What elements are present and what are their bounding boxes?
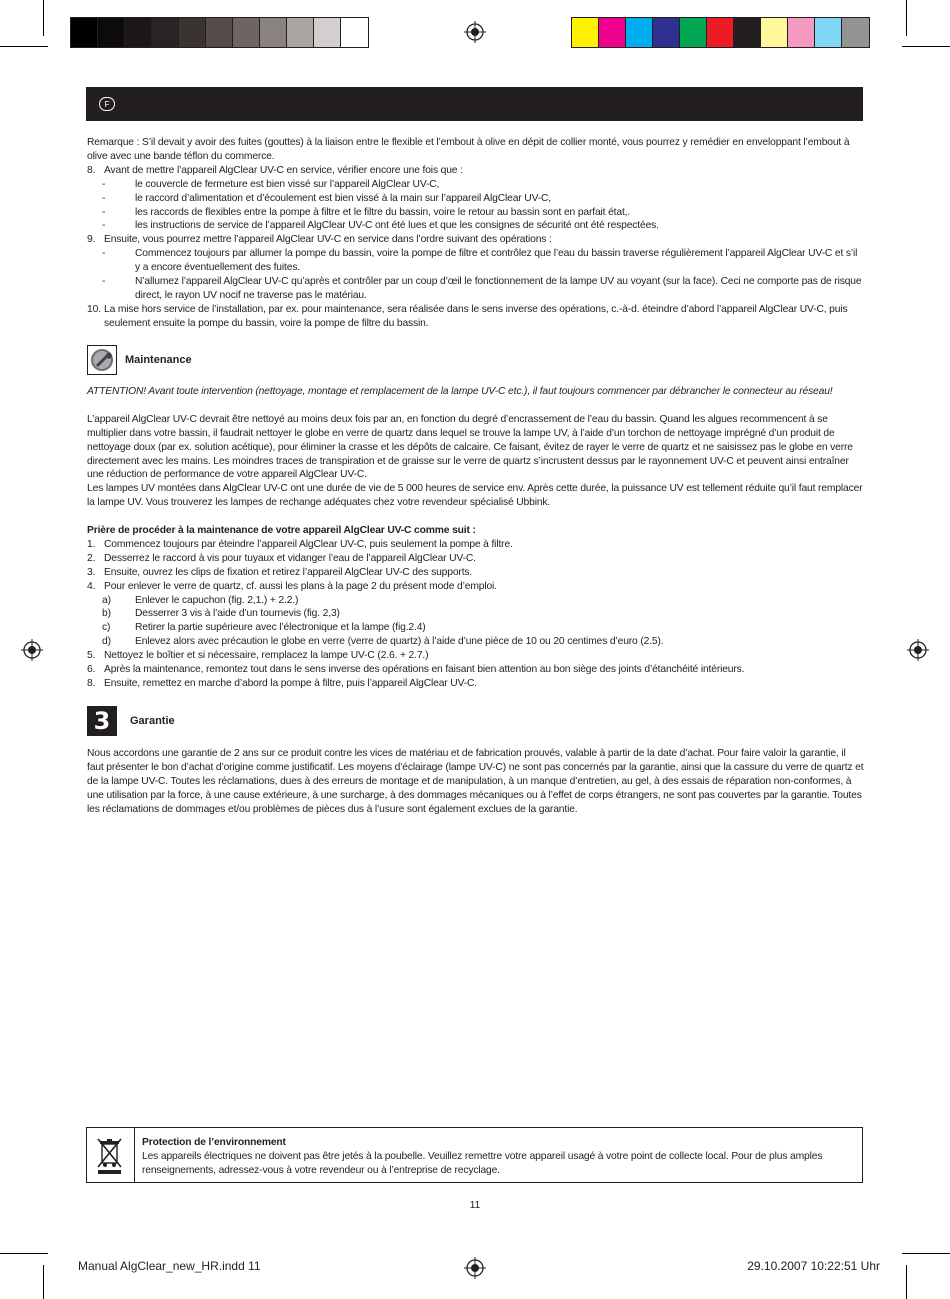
list-text: La mise hors service de l’installation, par ex. pour maintenance, sera réalisée dans le sens inverse des opérations, c.-à-d. éteindre d’abord l’appareil AlgClear UV-C, puis seulement ensuite la pompe du bassin, voire la pompe de filtre du bassin. [104, 303, 848, 329]
language-badge: F [99, 97, 115, 111]
list-text: Après la maintenance, remontez tout dans le sens inverse des opérations en faisant bien attention au bon siège des joints d’étanchéité intérieurs. [104, 664, 745, 676]
sub-list-item [87, 247, 864, 275]
paragraph: L’appareil AlgClear UV-C devrait être nettoyé au moins deux fois par an, en fonction du degré d’encrassement de l’eau du bassin. Quand les algues recommencent à se multiplier dans votre bassin, il faudrait nettoyer le globe en verre de quartz dans lequel se trouve la lampe UV, à l’aide d’un torchon de nettoyage imprégné d’un produit de nettoyage doux (par ex. solution acétique), pour éliminer la crasse et les dépôts de calcaire. Ce faisant, évitez de rayer le verre de quartz et ne saisissez pas le globe en verre directement avec les mains. Les moindres traces de transpiration et de graisse sur le verre de quartz s’incrustent dessus par le rayonnement UV-C et peuvent ainsi entraîner une réduction de performance de votre appareil AlgClear UV-C. [87, 413, 853, 481]
list-item [87, 663, 864, 677]
list-letter: a) [102, 594, 111, 606]
list-number: 6. [87, 664, 96, 676]
file-slug: Manual AlgClear_new_HR.indd 11 [78, 1259, 261, 1273]
sub-list-item [87, 192, 864, 206]
color-swatch [125, 18, 152, 47]
color-swatch [71, 18, 98, 47]
attention-text: ATTENTION! Avant toute intervention (nettoyage, montage et remplacement de la lampe UV-C etc.), il faut toujours commencer par débrancher le connecteur au réseau! [87, 386, 833, 397]
sub-list-item [87, 206, 864, 220]
cmyk-color-bar [571, 17, 870, 48]
paragraph: Nous accordons une garantie de 2 ans sur ce produit contre les vices de matériau et de fabrication prouvés, valable à partir de la date d’achat. Pour faire valoir la garantie, il faut présenter le bon d’achat d’origine comme justificatif. Les moyens d’éclairage (lampe UV-C) ne sont pas concernés par la garantie, ainsi que la cassure du verre de quartz et de la lampe UV-C. Toutes les réclamations, dues à des erreurs de montage et de manipulation, à un manque d’entretien, au gel, à des essais de réparation non-conformes, à une utilisation par la force, à une cause extérieure, à une surcharge, à des dommages mécaniques ou à l’effet de corps étrangers, ne sont pas couvertes par la garantie. Toutes les réclamations de dommages et/ou problèmes de pièces dus à l’usure sont également exclues de la garantie. [87, 748, 864, 815]
list-text: Desserrer 3 vis à l’aide d’un tournevis (fig. 2,3) [135, 608, 340, 620]
list-text: Ensuite, remettez en marche d’abord la pompe à filtre, puis l’appareil AlgClear UV-C. [104, 678, 478, 689]
section-number-icon: 3 [87, 706, 117, 736]
color-swatch [314, 18, 341, 47]
maintenance-section [87, 385, 864, 691]
section-title: Maintenance [125, 354, 192, 366]
color-swatch [842, 18, 869, 47]
crop-mark [906, 1265, 907, 1299]
list-text: les instructions de service de l’appareil AlgClear UV-C ont été lues et que les consignes de sécurité ont été respectées. [135, 220, 659, 232]
list-text: le raccord d’alimentation et d’écoulement est bien vissé à la main sur l’appareil AlgClear UV-C, [135, 192, 551, 204]
registration-mark-icon [464, 1257, 486, 1279]
color-swatch [152, 18, 179, 47]
list-letter: b) [102, 608, 111, 620]
environment-title: Protection de l’environnement [142, 1137, 286, 1148]
list-number: 3. [87, 566, 96, 578]
list-number: 5. [87, 650, 96, 662]
crop-mark [43, 0, 44, 36]
list-text: le couvercle de fermeture est bien vissé sur l’appareil AlgClear UV-C, [135, 178, 440, 190]
color-swatch [260, 18, 287, 47]
list-text: Commencez toujours par éteindre l’appareil AlgClear UV-C, puis seulement la pompe à filtre. [104, 538, 513, 550]
sub-list-item [87, 621, 864, 635]
crop-mark [0, 1253, 48, 1254]
color-swatch [761, 18, 788, 47]
list-number: 4. [87, 580, 96, 592]
list-text: Desserrez le raccord à vis pour tuyaux et vidanger l’eau de l’appareil AlgClear UV-C. [104, 552, 476, 564]
list-text: N’allumez l’appareil AlgClear UV-C qu’après et contrôler par un coup d’œil le fonctionnement de la lampe UV au voyant (sur la face). Ceci ne comporte pas de risque direct, le rayon UV nocif ne traverse pas le matériau. [135, 276, 862, 301]
list-text: Commencez toujours par allumer la pompe du bassin, voire la pompe de filtre et contrôlez que l’eau du bassin traverse régulièrement l’appareil AlgClear UV-C et s’il y a encore éventuellement des fuites. [135, 248, 858, 274]
installation-notes [87, 136, 864, 331]
color-swatch [233, 18, 260, 47]
list-item [87, 164, 864, 178]
list-number: 2. [87, 552, 96, 564]
registration-mark-icon [464, 21, 486, 43]
icon-cell [87, 1128, 135, 1182]
list-number: 9. [87, 234, 96, 246]
list-dash: - [102, 220, 106, 232]
environment-notice [86, 1127, 863, 1183]
color-swatch [707, 18, 734, 47]
list-number: 8. [87, 678, 96, 689]
list-item [87, 566, 864, 580]
color-swatch [341, 18, 368, 47]
maintenance-icon [90, 348, 114, 372]
list-item [87, 580, 864, 594]
sub-list-item [87, 219, 864, 233]
list-number: 1. [87, 538, 96, 550]
steps-title: Prière de procéder à la maintenance de votre appareil AlgClear UV-C comme suit : [87, 525, 476, 537]
list-text: Enlevez alors avec précaution le globe en verre (verre de quartz) à l’aide d’une pièce de 10 ou 20 centimes d’euro (2.5). [135, 636, 664, 648]
list-item [87, 649, 864, 663]
crossed-bin-icon [95, 1135, 125, 1175]
crop-mark [43, 1265, 44, 1299]
sub-list-item [87, 594, 864, 608]
list-dash: - [102, 178, 106, 190]
list-text: Retirer la partie supérieure avec l’électronique et la lampe (fig.2.4) [135, 622, 426, 634]
list-item [87, 677, 864, 691]
list-item [87, 538, 864, 552]
sub-list-item [87, 275, 864, 303]
list-text: Avant de mettre l’appareil AlgClear UV-C en service, vérifier encore une fois que : [104, 164, 463, 176]
crop-mark [902, 1253, 950, 1254]
list-text: les raccords de flexibles entre la pompe à filtre et le filtre du bassin, voire le retour au bassin sont en parfait état,. [135, 206, 631, 218]
color-swatch [788, 18, 815, 47]
list-item [87, 233, 864, 247]
list-text: Enlever le capuchon (fig. 2,1.) + 2.2.) [135, 594, 299, 606]
garantie-heading [87, 706, 175, 736]
list-number: 8. [87, 164, 96, 176]
list-letter: c) [102, 622, 111, 634]
list-text: Pour enlever le verre de quartz, cf. aussi les plans à la page 2 du présent mode d’emploi. [104, 580, 497, 592]
color-swatch [626, 18, 653, 47]
crop-mark [906, 0, 907, 36]
color-swatch [599, 18, 626, 47]
page-number: 11 [469, 1200, 481, 1211]
sub-list-item [87, 635, 864, 649]
paragraph: Les lampes UV montées dans AlgClear UV-C ont une durée de vie de 5 000 heures de service env. Après cette durée, la puissance UV est tellement réduite qu’il faut remplacer la lampe UV. Vous trouverez les lampes de rechange adéquates chez votre revendeur spécialisé Ubbink. [87, 483, 863, 509]
color-swatch [98, 18, 125, 47]
color-swatch [734, 18, 761, 47]
environment-text-block [142, 1136, 842, 1178]
list-dash: - [102, 192, 106, 204]
color-swatch [680, 18, 707, 47]
sub-list-item [87, 607, 864, 621]
environment-text: Les appareils électriques ne doivent pas être jetés à la poubelle. Veuillez remettre votre appareil usagé à votre point de collecte local. Pour de plus amples renseignements, adressez-vous à votre revendeur ou à l’entreprise de recyclage. [142, 1150, 823, 1176]
timestamp-slug: 29.10.2007 10:22:51 Uhr [747, 1259, 880, 1273]
grayscale-color-bar [70, 17, 369, 48]
wrench-icon [87, 345, 117, 375]
remark-text: Remarque : S’il devait y avoir des fuites (gouttes) à la liaison entre le flexible et l’embout à olive en dépit de collier monté, vous pourrez y remédier en enveloppant l’embout à olive avec une bande téflon du commerce. [87, 137, 850, 162]
color-swatch [815, 18, 842, 47]
color-swatch [653, 18, 680, 47]
registration-mark-icon [21, 639, 43, 661]
section-title: Garantie [130, 715, 175, 727]
crop-mark [0, 46, 48, 47]
color-swatch [287, 18, 314, 47]
list-letter: d) [102, 636, 111, 648]
list-dash: - [102, 276, 106, 288]
list-text: Nettoyez le boîtier et si nécessaire, remplacez la lampe UV-C (2.6. + 2.7.) [104, 650, 429, 662]
sub-list-item [87, 178, 864, 192]
maintenance-heading [87, 345, 192, 375]
section-header-band [86, 87, 863, 121]
registration-mark-icon [907, 639, 929, 661]
list-text: Ensuite, vous pourrez mettre l’appareil AlgClear UV-C en service dans l’ordre suivant des opérations : [104, 234, 552, 246]
color-swatch [179, 18, 206, 47]
color-swatch [206, 18, 233, 47]
garantie-section [87, 747, 864, 817]
color-swatch [572, 18, 599, 47]
list-number: 10. [87, 303, 101, 315]
list-item [87, 303, 864, 331]
list-dash: - [102, 206, 106, 218]
list-item [87, 552, 864, 566]
crop-mark [902, 46, 950, 47]
list-dash: - [102, 248, 106, 260]
list-text: Ensuite, ouvrez les clips de fixation et retirez l’appareil AlgClear UV-C des supports. [104, 566, 473, 578]
